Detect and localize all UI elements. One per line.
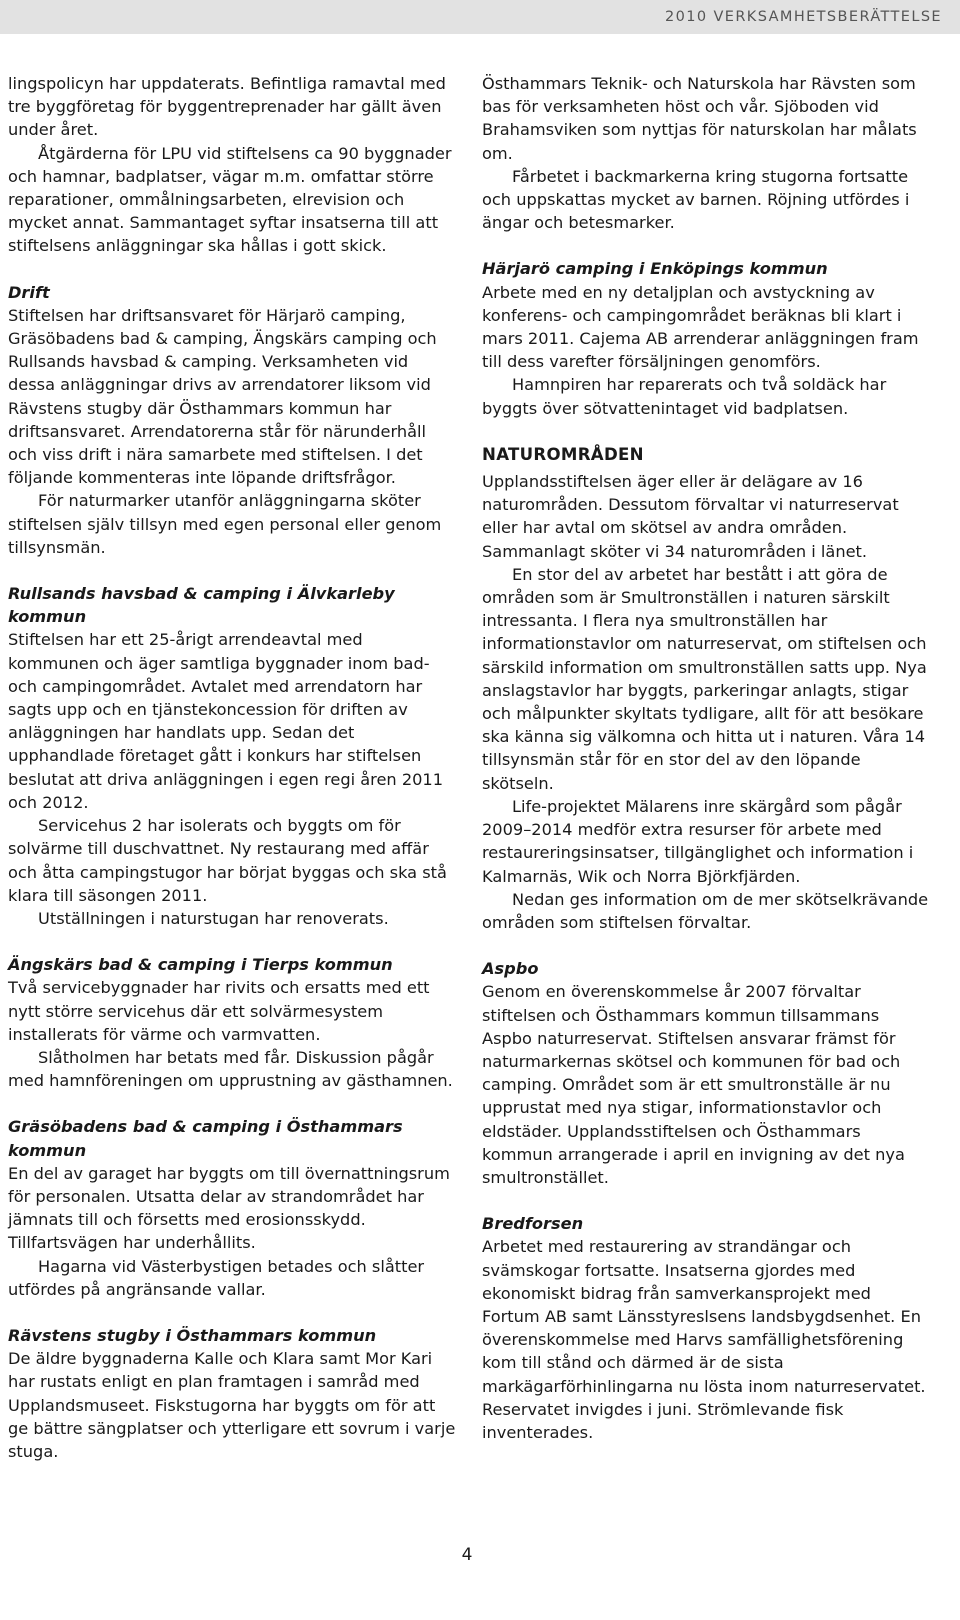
- paragraph: Åtgärderna för LPU vid stiftelsens ca 90 byggnader och hamnar, badplatser, vägar m.m. omfattar större reparationer, ommålningsarbeten, elrevision och mycket annat. Sammantaget syftar insatserna till att stiftelsens anläggningar ska hållas i gott skick.: [8, 143, 452, 256]
- running-title: 2010 VERKSAMHETSBERÄTTELSE: [664, 9, 942, 25]
- section-heading-naturomraden: NATUROMRÅDEN: [482, 444, 644, 464]
- page-number: 4: [461, 1545, 473, 1565]
- paragraph: Slåtholmen har betats med får. Diskussion pågår med hamnföreningen om upprustning av gästhamnen.: [8, 1047, 453, 1091]
- paragraph: Life-projektet Mälarens inre skärgård som pågår 2009–2014 medför extra resurser för arbete med restaureringsinsatser, tillgänglighet och information i Kalmarnäs, Wik och Norra Björkfjärden.: [482, 796, 914, 886]
- section-heading-bredforsen: Bredforsen: [482, 1214, 584, 1234]
- paragraph: Nedan ges information om de mer skötselkrävande områden som stiftelsen förvaltar.: [482, 889, 929, 932]
- paragraph: En del av garaget har byggts om till övernattningsrum för personalen. Utsatta delar av strandområdet har jämnats till och försetts med erosionsskydd. Tillfartsvägen har underhållits.: [8, 1163, 450, 1253]
- paragraph: Stiftelsen har driftsansvaret för Härjarö camping, Gräsöbadens bad & camping, Ängskärs camping och Rullsands havsbad & camping. Verksamheten vid dessa anläggningar drivs av arrendatorer liksom vid Rävstens stugby där Östhammars kommun har driftsansvaret. Arrendatorerna står för närunderhåll och viss drift i nära samarbete med stiftelsen. I det följande kommenteras inte löpande driftsfrågor.: [8, 305, 437, 488]
- paragraph: För naturmarker utanför anläggningarna sköter stiftelsen själv tillsyn med egen personal eller genom tillsynsmän.: [8, 491, 442, 557]
- paragraph: Arbete med en ny detaljplan och avstyckning av konferens- och campingområdet beräknas bli klart i mars 2011. Cajema AB arrenderar anläggningen fram till dess varefter försäljningen genomförs.: [482, 282, 919, 372]
- paragraph: Hagarna vid Västerbystigen betades och slåtter utfördes på angränsande vallar.: [8, 1256, 425, 1299]
- section-heading-angskar: Ängskärs bad & camping i Tierps kommun: [8, 955, 393, 975]
- right-column: [482, 72, 930, 1444]
- paragraph: En stor del av arbetet har bestått i att göra de områden som är Smultronställen i naturen särskilt intressanta. I flera nya smultronställen har informationstavlor om naturreservat, om stiftelsen och särskild information om smultronställen satts upp. Nya anslagstavlor har byggts, parkeringar anlagts, stigar och målpunkter skyltats tydligare, allt för att besökare ska känna sig välkomna och hitta ut i naturen. Våra 14 tillsynsmän står för en stor del av den löpande skötseln.: [482, 564, 927, 793]
- paragraph: lingspolicyn har uppdaterats. Befintliga ramavtal med tre byggföretag för byggentreprenader har gällt även under året.: [8, 74, 446, 140]
- paragraph: Upplandsstiftelsen äger eller är delägare av 16 naturområden. Dessutom förvaltar vi naturreservat eller har avtal om skötsel av andra områden. Sammanlagt sköter vi 34 naturområden i länet.: [482, 472, 899, 561]
- section-heading-aspbo: Aspbo: [482, 959, 539, 979]
- paragraph: Stiftelsen har ett 25-årigt arrendeavtal med kommunen och äger samtliga byggnader inom bad- och campingområdet. Avtalet med arrendatorn har sagts upp och en tjänstekoncession för driften av anläggningen har handlats upp. Sedan det upphandlade företaget gått i konkurs har stiftelsen beslutat att driva anläggningen i egen regi åren 2011 och 2012.: [8, 630, 444, 812]
- running-header: [0, 0, 960, 34]
- section-heading-harjaro: Härjarö camping i Enköpings kommun: [482, 259, 828, 279]
- paragraph: Genom en överenskommelse år 2007 förvaltar stiftelsen och Östhammars kommun tillsammans Aspbo naturreservat. Stiftelsen ansvarar främst för naturmarkernas skötsel och kommunen för bad och camping. Området som är ett smultronställe är nu upprustat med nya stigar, informationstavlor och eldstäder. Upplandsstiftelsen och Östhammars kommun arrangerade i april en invigning av det nya smultronstället.: [482, 982, 905, 1187]
- paragraph: Arbetet med restaurering av strandängar och svämskogar fortsatte. Insatserna gjordes med ekonomiskt bidrag från samverkansprojekt med Fortum AB samt Länsstyreslsens landsbygdsenhet. En överenskommelse med Harvs samfällighetsförening kom till stånd och därmed är de sista markägarförhinlingarna nu lösta inom naturreservatet. Reservatet invigdes i juni. Strömlevande fisk inventerades.: [482, 1237, 926, 1442]
- paragraph: Östhammars Teknik- och Naturskola har Rävsten som bas för verksamheten höst och vår. Sjöboden vid Brahamsviken som nyttjas för naturskolan har målats om.: [482, 74, 917, 163]
- section-heading-graso: Gräsöbadens bad & camping i Östhammars kommun: [8, 1117, 403, 1160]
- paragraph: Två servicebyggnader har rivits och ersatts med ett nytt större servicehus där ett solvärmesystem installerats för värme och varmvatten.: [8, 978, 430, 1044]
- paragraph: Utställningen i naturstugan har renoverats.: [38, 908, 389, 928]
- paragraph: De äldre byggnaderna Kalle och Klara samt Mor Kari har rustats enligt en plan framtagen i samråd med Upplandsmuseet. Fiskstugorna har byggts om för att ge bättre sängplatser och ytterligare ett sovrum i varje stuga.: [8, 1349, 456, 1461]
- paragraph: Hamnpiren har reparerats och två soldäck har byggts över sötvattenintaget vid badplatsen.: [482, 375, 887, 418]
- paragraph: Servicehus 2 har isolerats och byggts om för solvärme till duschvattnet. Ny restaurang med affär och åtta campingstugor har börjat byggas och ska stå klara till säsongen 2011.: [8, 816, 447, 905]
- section-heading-rullsand: Rullsands havsbad & camping i Älvkarleby kommun: [8, 584, 395, 627]
- paragraph: Fårbetet i backmarkerna kring stugorna fortsatte och uppskattas mycket av barnen. Röjning utfördes i ängar och betesmarker.: [482, 166, 910, 233]
- left-column: [8, 72, 456, 1463]
- section-heading-ravsten: Rävstens stugby i Östhammars kommun: [8, 1325, 377, 1345]
- section-heading-drift: Drift: [8, 282, 50, 302]
